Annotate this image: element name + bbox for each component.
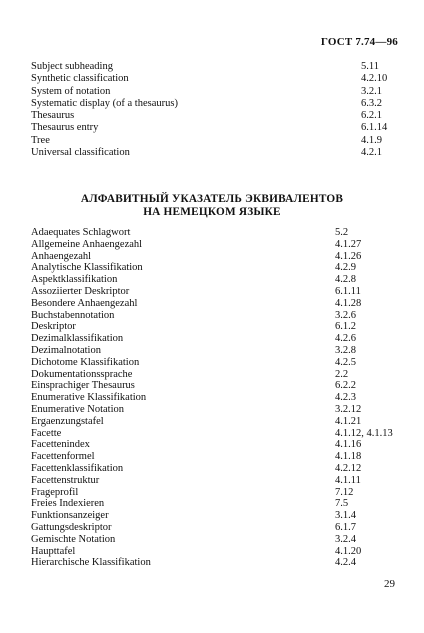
index-code: 3.1.4 <box>335 510 356 522</box>
index-term: Facettenklassifikation <box>31 462 124 474</box>
index-code: 3.2.4 <box>335 533 356 545</box>
german-index-list <box>31 227 401 569</box>
index-entry <box>31 298 401 310</box>
index-code: 6.2.1 <box>361 110 382 122</box>
index-entry <box>31 98 401 110</box>
index-term: Enumerative Klassifikation <box>31 392 147 404</box>
index-entry <box>31 239 401 251</box>
index-term: Dezimalklassifikation <box>31 333 124 345</box>
index-entry <box>31 487 401 499</box>
index-term: Buchstabennotation <box>31 309 115 321</box>
index-code: 4.1.11 <box>335 474 361 486</box>
index-code: 6.2.2 <box>335 380 356 392</box>
index-entry <box>31 310 401 322</box>
index-term: Allgemeine Anhaengezahl <box>31 238 143 250</box>
index-code: 6.1.7 <box>335 521 356 533</box>
index-term: Enumerative Notation <box>31 403 125 415</box>
index-entry <box>31 404 401 416</box>
index-code: 4.1.28 <box>335 297 362 309</box>
index-term: Freies Indexieren <box>31 498 105 510</box>
index-entry <box>31 475 401 487</box>
index-entry <box>31 73 401 85</box>
index-entry <box>31 380 401 392</box>
index-entry <box>31 416 401 428</box>
index-entry <box>31 546 401 558</box>
index-code: 3.2.1 <box>361 85 382 97</box>
index-entry <box>31 286 401 298</box>
index-term: Subject subheading <box>31 61 113 72</box>
index-term: Thesaurus entry <box>31 122 99 134</box>
index-entry <box>31 122 401 134</box>
index-entry <box>31 439 401 451</box>
index-code: 3.2.12 <box>335 403 362 415</box>
index-term: Thesaurus <box>31 110 75 122</box>
index-code: 6.1.11 <box>335 285 361 297</box>
index-entry <box>31 428 401 440</box>
index-entry <box>31 135 401 147</box>
index-entry <box>31 251 401 263</box>
index-term: Universal classification <box>31 147 130 159</box>
index-code: 6.3.2 <box>361 97 382 109</box>
index-term: Deskriptor <box>31 321 76 333</box>
index-term: Tree <box>31 134 50 146</box>
index-entry <box>31 333 401 345</box>
index-term: Besondere Anhaengezahl <box>31 297 138 309</box>
index-code: 4.2.1 <box>361 147 382 159</box>
index-term: Assoziierter Deskriptor <box>31 285 130 297</box>
index-entry <box>31 86 401 98</box>
index-term: Haupttafel <box>31 545 76 557</box>
index-term: Facette <box>31 427 62 439</box>
section-heading-line-1: АЛФАВИТНЫЙ УКАЗАТЕЛЬ ЭКВИВАЛЕНТОВ <box>80 193 344 205</box>
index-term: System of notation <box>31 85 111 97</box>
index-entry <box>31 262 401 274</box>
index-entry <box>31 392 401 404</box>
index-term: Hierarchische Klassifikation <box>31 557 151 569</box>
index-entry <box>31 110 401 122</box>
index-term: Frageprofil <box>31 486 79 498</box>
page-number: 29 <box>384 578 395 590</box>
index-code: 4.2.6 <box>335 333 356 345</box>
index-code: 4.1.12, 4.1.13 <box>335 427 393 439</box>
index-code: 7.12 <box>335 486 354 498</box>
index-code: 4.2.12 <box>335 462 362 474</box>
index-code: 2.2 <box>335 368 349 380</box>
index-entry <box>31 147 401 159</box>
section-heading <box>0 193 424 219</box>
index-code: 4.1.21 <box>335 415 362 427</box>
index-term: Facettenstruktur <box>31 474 100 486</box>
index-term: Einsprachiger Thesaurus <box>31 380 135 392</box>
index-term: Dichotome Klassifikation <box>31 356 140 368</box>
index-code: 4.2.8 <box>335 274 356 286</box>
index-entry <box>31 369 401 381</box>
index-code: 3.2.8 <box>335 344 356 356</box>
index-code: 4.2.5 <box>335 356 356 368</box>
index-code: 4.2.10 <box>361 73 388 85</box>
index-entry <box>31 274 401 286</box>
english-index-list <box>31 61 401 159</box>
index-code: 6.1.2 <box>335 321 356 333</box>
index-code: 5.2 <box>335 227 349 238</box>
index-entry <box>31 510 401 522</box>
index-term: Funktionsanzeiger <box>31 510 109 522</box>
index-term: Analytische Klassifikation <box>31 262 143 274</box>
index-term: Anhaengezahl <box>31 250 92 262</box>
index-code: 6.1.14 <box>361 122 388 134</box>
index-entry <box>31 498 401 510</box>
index-code: 4.1.26 <box>335 250 362 262</box>
index-term: Synthetic classification <box>31 73 129 85</box>
index-entry <box>31 321 401 333</box>
index-code: 3.2.6 <box>335 309 356 321</box>
index-entry <box>31 227 401 239</box>
index-entry <box>31 451 401 463</box>
index-term: Ergaenzungstafel <box>31 415 104 427</box>
index-term: Gemischte Notation <box>31 533 116 545</box>
index-code: 4.1.16 <box>335 439 362 451</box>
index-entry <box>31 522 401 534</box>
index-term: Dezimalnotation <box>31 344 101 356</box>
document-id: ГОСТ 7.74—96 <box>320 36 398 48</box>
index-entry <box>31 345 401 357</box>
section-heading-line-2: НА НЕМЕЦКОМ ЯЗЫКЕ <box>143 206 281 218</box>
index-entry <box>31 557 401 569</box>
index-term: Facettenformel <box>31 451 95 463</box>
index-code: 4.2.3 <box>335 392 356 404</box>
index-term: Adaequates Schlagwort <box>31 227 131 238</box>
index-entry <box>31 463 401 475</box>
index-code: 7.5 <box>335 498 349 510</box>
index-term: Aspektklassifikation <box>31 274 118 286</box>
index-term: Gattungsdeskriptor <box>31 521 112 533</box>
index-code: 4.1.20 <box>335 545 362 557</box>
index-code: 5.11 <box>361 61 379 72</box>
index-code: 4.1.9 <box>361 134 382 146</box>
index-term: Systematic display (of a thesaurus) <box>31 97 178 109</box>
index-term: Facettenindex <box>31 439 90 451</box>
index-code: 4.1.27 <box>335 238 362 250</box>
index-code: 4.2.9 <box>335 262 356 274</box>
index-entry <box>31 534 401 546</box>
index-code: 4.1.18 <box>335 451 362 463</box>
index-entry <box>31 61 401 73</box>
index-term: Dokumentationssprache <box>31 368 133 380</box>
index-code: 4.2.4 <box>335 557 356 569</box>
index-entry <box>31 357 401 369</box>
